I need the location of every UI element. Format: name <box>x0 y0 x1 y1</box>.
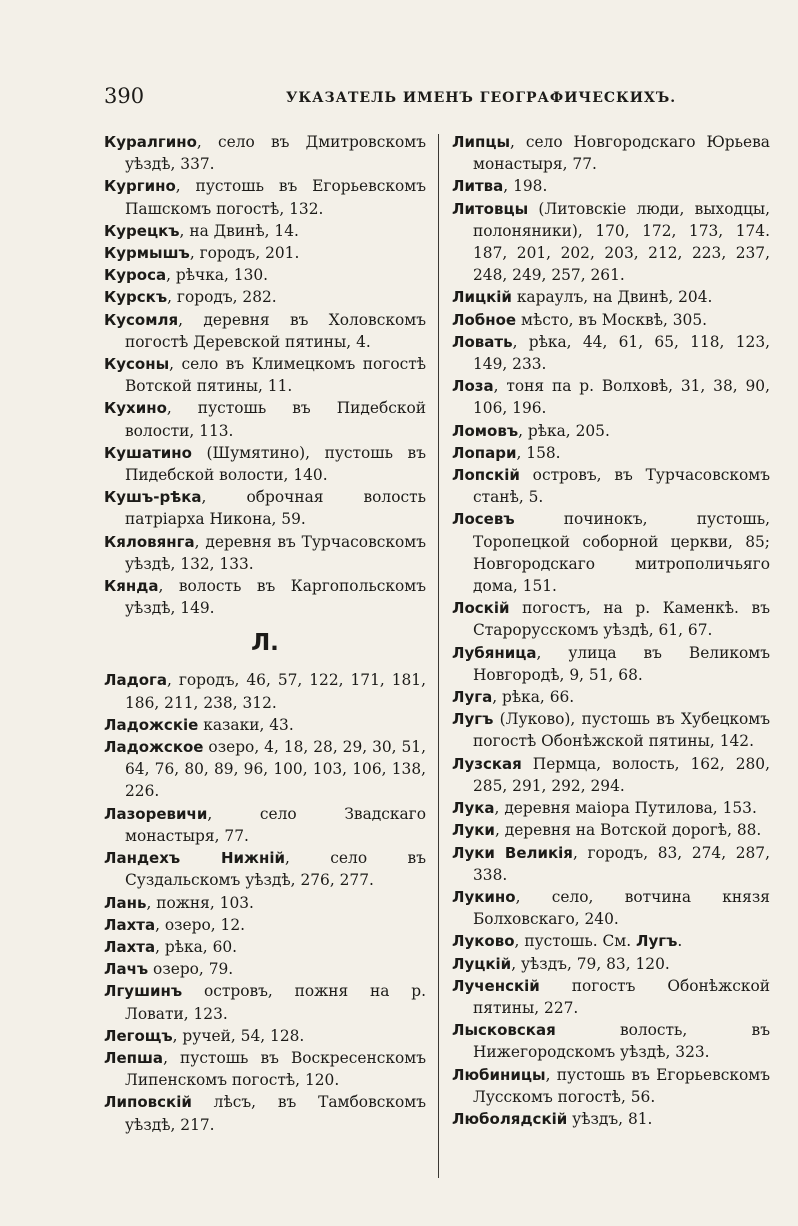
index-entry <box>452 464 770 508</box>
entry-text: , деревня въ Турчасовскомъ уѣздѣ, 132, 133. <box>125 532 426 573</box>
entry-text: озеро, 79. <box>148 960 234 979</box>
index-entry <box>104 175 426 219</box>
entry-text: , 198. <box>503 177 548 196</box>
entry-headword: Липовскій <box>104 1093 192 1112</box>
entry-headword: Кусоны <box>104 355 170 374</box>
index-entry <box>452 331 770 375</box>
index-entry <box>452 508 770 597</box>
entry-headword: Луцкій <box>452 954 512 973</box>
entry-text: , пустошь въ Воскресенскомъ Липенскомъ погостѣ, 120. <box>125 1048 426 1090</box>
index-entry <box>104 264 426 286</box>
index-entry <box>452 597 770 641</box>
entry-headword: Ловать <box>452 332 513 351</box>
entries-k <box>104 131 426 619</box>
entry-text: , городъ, 83, 274, 287, 338. <box>473 843 770 884</box>
entry-headword: Лука <box>452 799 495 818</box>
index-entry <box>452 198 770 287</box>
entry-headword: Лубяница <box>452 643 537 662</box>
entry-text: , уѣздъ, 79, 83, 120. <box>511 954 670 973</box>
index-entry <box>452 886 770 930</box>
entry-text: Пермца, волость, 162, 280, 285, 291, 292, 294. <box>473 754 770 795</box>
left-column <box>104 131 426 1136</box>
section-letter: Л. <box>251 630 279 657</box>
index-entry <box>452 1019 770 1063</box>
entry-headword: Лань <box>104 893 147 912</box>
cross-reference: Лугъ <box>636 932 678 951</box>
index-entry <box>452 131 770 175</box>
entry-headword: Лачъ <box>104 960 149 979</box>
entry-text: островъ, въ Турчасовскомъ станѣ, 5. <box>473 466 770 507</box>
entry-text: (Литовскіе люди, выходцы, полоняники), 170, 172, 173, 174. 187, 201, 202, 203, 212, 223, 237, 248, 249, 257, 261. <box>473 199 770 285</box>
entry-headword: Кургино <box>104 177 176 196</box>
index-entry <box>104 914 426 936</box>
index-entry <box>104 847 426 891</box>
entry-text: волость, въ Нижегородскомъ уѣздѣ, 323. <box>473 1021 770 1062</box>
entry-text: , волость въ Каргопольскомъ уѣздѣ, 149. <box>125 577 426 618</box>
entry-headword: Лосевъ <box>452 510 515 529</box>
entry-headword: Лахта <box>104 915 156 934</box>
index-entry <box>452 1108 770 1130</box>
index-entry <box>104 669 426 713</box>
entry-text: , рѣка, 205. <box>518 421 610 440</box>
entry-text: , пустошь въ Егорьевскомъ Лусскомъ погостѣ, 56. <box>473 1065 770 1106</box>
entry-text: , село Звадскаго монастыря, 77. <box>125 804 426 845</box>
entries-l <box>104 669 426 1135</box>
entry-headword: Ландехъ Нижній <box>104 849 285 868</box>
entry-headword: Луки <box>452 821 495 840</box>
entry-text: , пустошь. См. <box>514 932 637 951</box>
index-entry <box>452 753 770 797</box>
entry-headword: Кушъ-рѣка <box>104 488 202 507</box>
entry-headword: Лузская <box>452 754 522 773</box>
index-entry <box>104 242 426 264</box>
entry-headword: Луки Великія <box>452 843 573 862</box>
index-entry <box>452 642 770 686</box>
entry-headword: Лопскій <box>452 466 520 485</box>
entry-text: мѣсто, въ Москвѣ, 305. <box>516 310 708 329</box>
index-entry <box>452 420 770 442</box>
entry-text: , рѣчка, 130. <box>166 266 269 285</box>
entry-headword: Лукино <box>452 887 516 906</box>
entry-headword: Курскъ <box>104 288 168 307</box>
entry-headword: Лысковская <box>452 1021 556 1040</box>
entry-text: , озеро, 12. <box>155 915 246 934</box>
index-entry <box>104 1091 426 1135</box>
entry-headword: Любиницы <box>452 1065 546 1084</box>
entry-text: починокъ, пустошь, Торопецкой соборной церкви, 85; Новгородскаго митрополичьяго дома, 151. <box>473 510 770 596</box>
entry-headword: Луково <box>452 932 515 951</box>
index-entry <box>452 309 770 331</box>
entry-headword: Кянда <box>104 577 159 596</box>
entry-headword: Кусомля <box>104 310 179 329</box>
entry-text: погостъ, на р. Каменкѣ. въ Старорусскомъ уѣздѣ, 61, 67. <box>473 599 770 640</box>
entry-text: , тоня па р. Волховѣ, 31, 38, 90, 106, 196. <box>473 377 770 418</box>
entry-text: , пустошь въ Егорьевскомъ Пашскомъ погостѣ, 132. <box>125 177 426 218</box>
entry-headword: Курецкъ <box>104 221 180 240</box>
entry-text: казаки, 43. <box>198 715 294 734</box>
entry-text: лѣсъ, въ Тамбовскомъ уѣздѣ, 217. <box>125 1093 426 1134</box>
entry-headword: Липцы <box>452 133 511 151</box>
page-header <box>104 84 744 114</box>
entry-headword: Ладожскіе <box>104 715 199 734</box>
index-entry <box>452 442 770 464</box>
entry-headword: Куралгино <box>104 133 197 151</box>
column-divider <box>438 134 439 1178</box>
index-entry <box>104 1047 426 1091</box>
index-entry <box>104 353 426 397</box>
entry-text: , деревня маіора Путилова, 153. <box>494 799 757 818</box>
entry-text: , городъ, 201. <box>189 244 300 263</box>
entry-text: , рѣка, 66. <box>492 688 575 707</box>
entry-headword: Люболядскій <box>452 1109 568 1128</box>
index-entry <box>104 575 426 619</box>
index-entry <box>452 953 770 975</box>
entry-text: , пожня, 103. <box>146 893 254 912</box>
index-entry <box>452 375 770 419</box>
index-entry <box>104 714 426 736</box>
running-title: УКАЗАТЕЛЬ ИМЕНЪ ГЕОГРАФИЧЕСКИХЪ. <box>286 90 677 106</box>
index-entry <box>104 958 426 980</box>
entry-headword: Лопари <box>452 443 517 462</box>
entry-text: , село въ Климецкомъ погостѣ Вотской пятины, 11. <box>125 355 426 396</box>
index-entry <box>104 309 426 353</box>
index-entry <box>104 936 426 958</box>
index-entry <box>104 1025 426 1047</box>
index-entry <box>104 397 426 441</box>
entry-headword: Лазоревичи <box>104 804 208 823</box>
page-number: 390 <box>104 84 145 108</box>
entry-text: островъ, пожня на р. Ловати, 123. <box>125 982 426 1023</box>
index-entry <box>104 531 426 575</box>
entry-text: (Луково), пустошь въ Хубецкомъ погостѣ Обонѣжской пятины, 142. <box>473 710 770 751</box>
entry-text: , рѣка, 44, 61, 65, 118, 123, 149, 233. <box>473 332 770 374</box>
entry-text: уѣздъ, 81. <box>567 1109 653 1128</box>
entry-headword: Кяловянга <box>104 532 195 551</box>
index-entry <box>104 736 426 803</box>
entry-headword: Лгушинъ <box>104 982 183 1001</box>
index-entry <box>104 442 426 486</box>
entry-tail: . <box>677 932 683 951</box>
entry-headword: Кушатино <box>104 443 192 462</box>
entry-headword: Лобное <box>452 310 517 329</box>
entry-text: , оброчная волость патріарха Никона, 59. <box>125 488 426 529</box>
index-entry <box>452 175 770 197</box>
entry-text: , улица въ Великомъ Новгородѣ, 9, 51, 68. <box>473 643 770 684</box>
index-entry <box>104 486 426 530</box>
entry-headword: Курмышъ <box>104 244 190 263</box>
entry-headword: Лепша <box>104 1048 164 1067</box>
entry-text: , село Новгородскаго Юрьева монастыря, 77. <box>473 133 770 174</box>
index-entry <box>104 286 426 308</box>
entry-headword: Кухино <box>104 399 167 418</box>
entry-text: , городъ, 282. <box>167 288 277 307</box>
entry-headword: Лугъ <box>452 710 494 729</box>
index-entry <box>452 975 770 1019</box>
index-entry <box>104 131 426 175</box>
index-entry <box>452 686 770 708</box>
entry-text: , село въ Дмитровскомъ уѣздѣ, 337. <box>125 133 426 174</box>
index-entry <box>104 803 426 847</box>
index-entry <box>452 930 770 952</box>
index-entry <box>452 286 770 308</box>
entry-text: , рѣка, 60. <box>155 937 238 956</box>
index-entry <box>104 220 426 242</box>
entries-l-continued <box>452 131 770 1130</box>
entry-headword: Ломовъ <box>452 421 519 440</box>
entry-headword: Лоскій <box>452 599 510 618</box>
entry-text: , городъ, 46, 57, 122, 171, 181, 186, 211, 238, 312. <box>125 671 426 712</box>
entry-text: , деревня на Вотской дорогѣ, 88. <box>494 821 762 840</box>
entry-headword: Легощъ <box>104 1026 173 1045</box>
entry-headword: Литва <box>452 177 504 196</box>
index-entry <box>452 819 770 841</box>
entry-headword: Ладожское <box>104 738 204 757</box>
entry-text: , село, вотчина князя Болховскаго, 240. <box>473 887 770 929</box>
entry-headword: Лученскій <box>452 976 540 995</box>
entry-text: , село въ Суздальскомъ уѣздѣ, 276, 277. <box>125 849 426 890</box>
entry-text: (Шумятино), пустошь въ Пидебской волости, 140. <box>125 443 426 485</box>
index-entry <box>452 842 770 886</box>
index-entry <box>104 980 426 1024</box>
index-entry <box>452 708 770 752</box>
entry-headword: Лицкій <box>452 288 512 307</box>
entry-text: караулъ, на Двинѣ, 204. <box>511 288 713 307</box>
entry-headword: Ладога <box>104 671 167 690</box>
entry-text: , деревня въ Холовскомъ погостѣ Деревской пятины, 4. <box>125 310 426 351</box>
entry-text: озеро, 4, 18, 28, 29, 30, 51, 64, 76, 80, 89, 96, 100, 103, 106, 138, 226. <box>125 738 426 801</box>
entry-text: , пустошь въ Пидебской волости, 113. <box>125 399 426 440</box>
entry-headword: Лахта <box>104 937 156 956</box>
right-column <box>452 131 770 1130</box>
entry-text: , ручей, 54, 128. <box>172 1026 305 1045</box>
entry-headword: Куроса <box>104 266 167 285</box>
entry-text: , 158. <box>516 443 561 462</box>
entry-headword: Литовцы <box>452 199 529 218</box>
index-entry <box>452 797 770 819</box>
entry-headword: Лоза <box>452 377 494 396</box>
entry-text: погостъ Обонѣжской пятины, 227. <box>473 976 770 1017</box>
index-entry <box>104 892 426 914</box>
index-entry <box>452 1064 770 1108</box>
entry-text: , на Двинѣ, 14. <box>179 221 299 240</box>
entry-headword: Луга <box>452 688 493 707</box>
